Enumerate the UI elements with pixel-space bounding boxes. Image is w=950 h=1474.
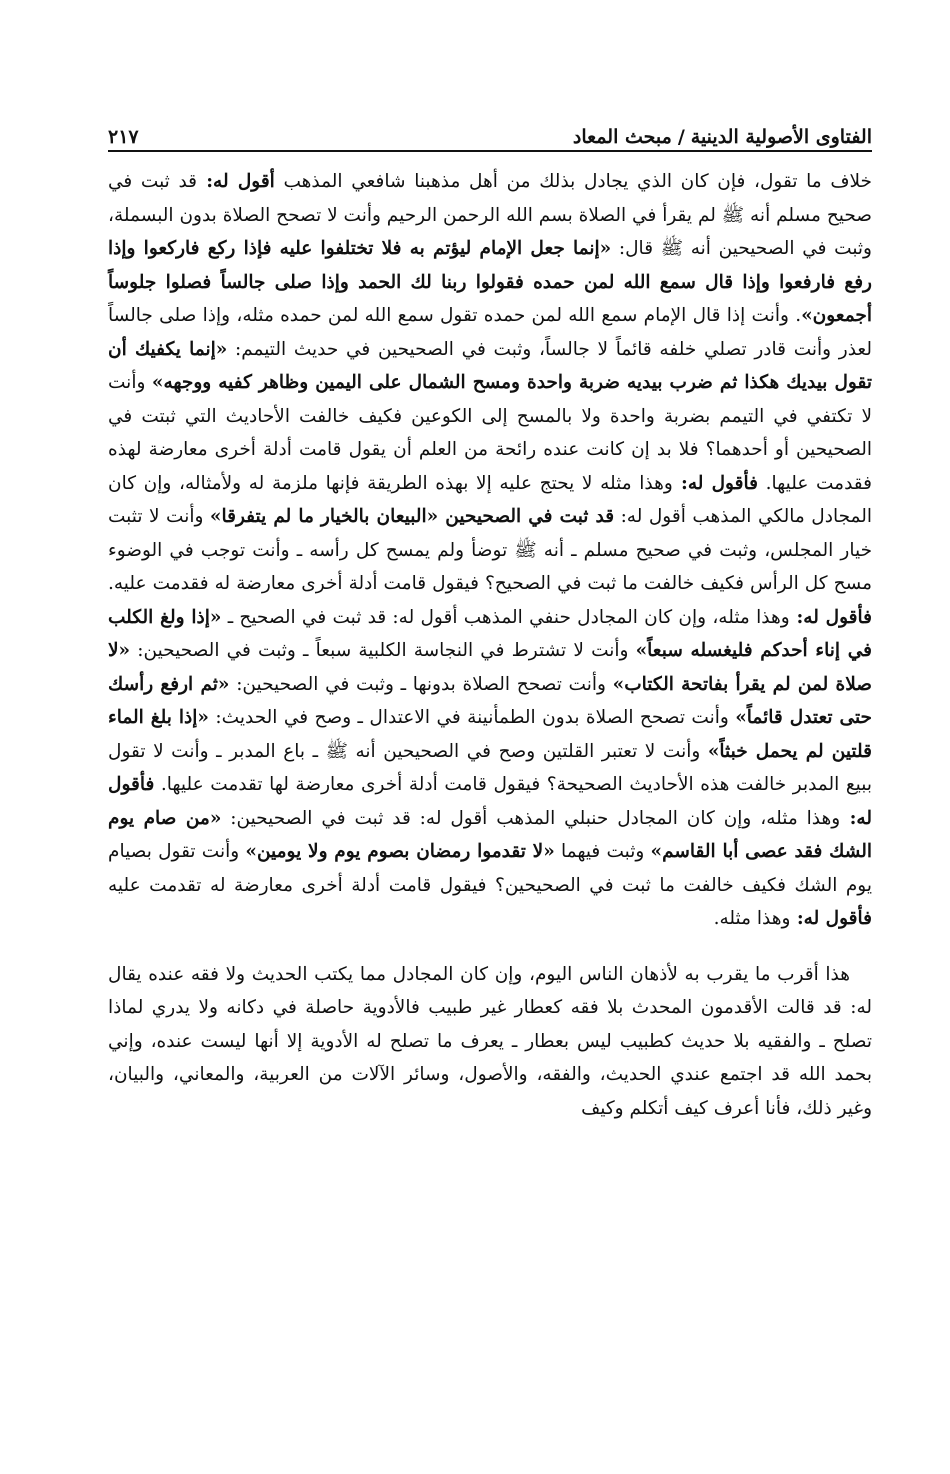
running-header <box>108 112 872 148</box>
text-segment: وأنت تصحح الصلاة بدونها ـ وثبت في الصحيحين: <box>229 673 613 695</box>
bold-text-segment: «ثم ارفع رأسك حتى تعتدل قائماً» <box>108 673 872 728</box>
bold-text-segment: «إذا بلغ الماء قلتين لم يحمل خبثاً» <box>108 707 872 762</box>
book-title: الفتاوى الأصولية الدينية <box>690 126 872 148</box>
bold-text-segment: «من صام يوم الشك فقد عصى أبا القاسم» <box>108 807 872 862</box>
paragraph-1 <box>108 165 872 936</box>
text-segment: هذا أقرب ما يقرب به لأذهان الناس اليوم، وإن كان المجادل مما يكتب الحديث ولا فقه عنده يقال له: قد قالت الأقدمون المحدث بلا فقه كعطار غير طبيب فالأدوية حاصلة في دكانه ولا يدري لماذا تصلح ـ والفقيه بلا حديث كطبيب ليس بعطار ـ يعرف ما تصلح له الأدوية إلا أنها ليست عنده، وإني بحمد الله قد اجتمع عندي الحديث، والفقه، والأصول، وسائر الآلات من العربية، والمعاني، والبيان، وغير ذلك، فأنا أعرف كيف أتكلم وكيف <box>108 963 872 1119</box>
text-segment: وأنت تصحح الصلاة بدون الطمأنينة في الاعتدال ـ وصح في الحديث: <box>209 707 736 728</box>
text-segment: وأنت لا تكتفي في التيمم بضربة واحدة ولا بالمسح إلى الكوعين فكيف خالفت الأحاديث التي ثبتت في الصحيحين أو أحدهما؟ فلا بد إن كانت عنده رائحة من العلم أن يقول قامت أدلة أخرى معارضة لهذه فقدمت عليها. <box>108 372 872 494</box>
bold-text-segment: أقول له: <box>197 171 275 192</box>
bold-text-segment: فأقول له: <box>790 908 872 929</box>
header-divider <box>108 150 872 152</box>
bold-text-segment: قد ثبت في الصحيحين <box>438 506 615 527</box>
bold-text-segment: «لا تقدموا رمضان بصوم يوم ولا يومين» <box>245 841 555 862</box>
bold-text-segment: «إذا ولغ الكلب في إناء أحدكم فليغسله سبعاً» <box>108 606 872 661</box>
bold-text-segment: «لا صلاة لمن لم يقرأ بفاتحة الكتاب» <box>108 640 872 695</box>
text-segment: وأنت لا تثبت خيار المجلس، وثبت في صحيح مسلم ـ أنه ﷺ توضأ ولم يمسح كل رأسه ـ وأنت توجب في الوضوء مسح كل الرأس فكيف خالفت ما ثبت في الصحيح؟ فيقول قامت أدلة أخرى معارضة له فقدمت عليه. <box>108 506 872 594</box>
text-segment: وهذا مثله، وإن كان المجادل حنبلي المذهب أقول له: قد ثبت في الصحيحين: <box>221 807 841 829</box>
body-text <box>108 165 872 1125</box>
text-segment: وأنت تقول بصيام يوم الشك فكيف خالفت ما ثبت في الصحيحين؟ فيقول قامت أدلة أخرى معارضة له تقدمت عليه <box>108 841 872 896</box>
bold-text-segment: فأقول له: <box>108 774 872 829</box>
title-separator: / <box>677 126 685 148</box>
text-segment: خلاف ما تقول، فإن كان الذي يجادل بذلك من أهل مذهبنا شافعي المذهب <box>274 171 872 192</box>
text-segment: وثبت فيهما <box>554 841 651 862</box>
bold-text-segment: «البيعان بالخيار ما لم يتفرقا» <box>209 506 439 527</box>
bold-text-segment: فأقول له: <box>672 472 758 494</box>
text-segment: وهذا مثله، وإن كان المجادل حنفي المذهب أقول له: قد ثبت في الصحيح ـ <box>221 606 790 628</box>
text-segment: . وأنت إذا قال الإمام سمع الله لمن حمده تقول سمع الله لمن حمده مثله، وإذا صلى جالساً لعذر وأنت قادر تصلي خلفه قائماً لا جالساً، وثبت في الصحيحين في حديث التيمم: <box>108 305 872 360</box>
section-title: مبحث المعاد <box>572 126 672 148</box>
header-title <box>573 126 872 148</box>
text-segment: وأنت لا تشترط في النجاسة الكلبية سبعاً ـ وثبت في الصحيحين: <box>130 640 636 661</box>
page-number: ٢١٧ <box>108 126 139 148</box>
bold-text-segment: «إنما يكفيك أن تقول بيديك هكذا ثم ضرب بيديه ضربة واحدة ومسح الشمال على اليمين وظاهر كفيه ووجهه» <box>108 338 872 393</box>
bold-text-segment: «إنما جعل الإمام ليؤتم به فلا تختلفوا عليه فإذا ركع فاركعوا وإذا رفع فارفعوا وإذا قال سمع الله لمن حمده فقولوا ربنا لك الحمد وإذا صلى جالساً فصلوا جلوساً أجمعون» <box>108 238 872 326</box>
text-segment: وهذا مثله. <box>713 908 791 929</box>
paragraph-2 <box>108 958 872 1126</box>
text-segment: قد ثبت في صحيح مسلم أنه ﷺ لم يقرأ في الصلاة بسم الله الرحمن الرحيم وأنت لا تصحح الصلاة بدون البسملة، وثبت في الصحيحين أنه ﷺ قال: <box>108 171 872 259</box>
bold-text-segment: فأقول له: <box>789 606 873 628</box>
text-segment: وأنت لا تعتبر القلتين وصح في الصحيحين أنه ﷺ ـ باع المدبر ـ وأنت لا تقول ببيع المدبر خالفت هذه الأحاديث الصحيحة؟ فيقول قامت أدلة أخرى معارضة لها تقدمت عليها. <box>108 740 872 795</box>
text-segment: وهذا مثله لا يحتج عليه إلا بهذه الطريقة فإنها ملزمة له ولأمثاله، وإن كان المجادل مالكي المذهب أقول له: <box>108 472 872 527</box>
